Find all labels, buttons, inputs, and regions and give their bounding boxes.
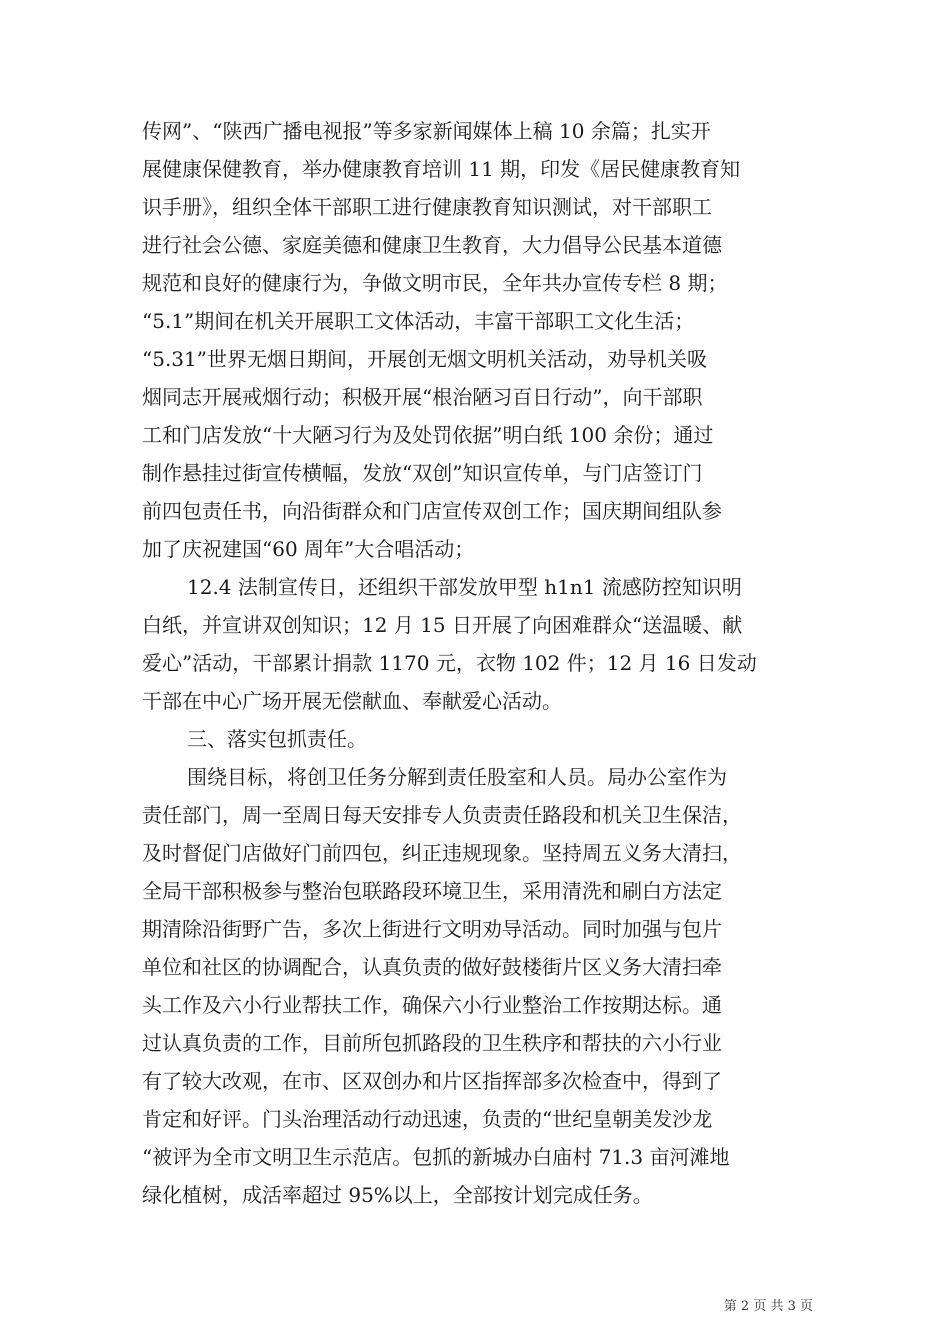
- text-line: 过认真负责的工作，目前所包抓路段的卫生秩序和帮扶的六小行业: [142, 1031, 722, 1055]
- text-line: 12.4 法制宣传日，还组织干部发放甲型 h1n1 流感防控知识明: [187, 575, 742, 599]
- text-line: 肯定和好评。门头治理活动行动迅速，负责的“世纪皇朝美发沙龙: [142, 1107, 713, 1131]
- text-line: 头工作及六小行业帮扶工作，确保六小行业整治工作按期达标。通: [142, 993, 722, 1017]
- text-line: “5.1”期间在机关开展职工文体活动，丰富干部职工文化生活；: [142, 309, 695, 333]
- text-line: 围绕目标，将创卫任务分解到责任股室和人员。局办公室作为: [187, 765, 727, 789]
- text-line: 规范和良好的健康行为，争做文明市民，全年共办宣传专栏 8 期；: [142, 271, 728, 295]
- text-line: 加了庆祝建国“60 周年”大合唱活动；: [142, 537, 475, 561]
- text-line: 期清除沿街野广告，多次上街进行文明劝导活动。同时加强与包片: [142, 917, 722, 941]
- text-line: 及时督促门店做好门前四包，纠正违规现象。坚持周五义务大清扫，: [142, 841, 742, 865]
- text-line: 识手册》，组织全体干部职工进行健康教育知识测试，对干部职工: [142, 195, 712, 219]
- page-number: 第 2 页 共 3 页: [723, 1299, 813, 1314]
- document-body: [142, 112, 814, 1214]
- text-line: 单位和社区的协调配合，认真负责的做好鼓楼街片区义务大清扫牵: [142, 955, 722, 979]
- text-line: 爱心”活动，干部累计捐款 1170 元，衣物 102 件；12 月 16 日发动: [142, 651, 757, 675]
- section-heading: 三、落实包抓责任。: [187, 727, 367, 751]
- text-line: 制作悬挂过街宣传横幅，发放“双创”知识宣传单，与门店签订门: [142, 461, 703, 485]
- paragraph-2: [142, 568, 814, 720]
- text-line: “5.31”世界无烟日期间，开展创无烟文明机关活动，劝导机关吸: [142, 347, 707, 371]
- text-line: 传网”、“陕西广播电视报”等多家新闻媒体上稿 10 余篇；扎实开: [142, 119, 711, 143]
- text-line: 展健康保健教育，举办健康教育培训 11 期，印发《居民健康教育知: [142, 157, 741, 181]
- text-line: 工和门店发放“十大陋习行为及处罚依据”明白纸 100 余份；通过: [142, 423, 714, 447]
- text-line: 绿化植树，成活率超过 95%以上，全部按计划完成任务。: [142, 1183, 653, 1207]
- text-line: 白纸，并宣讲双创知识；12 月 15 日开展了向困难群众“送温暖、献: [142, 613, 743, 637]
- text-line: 进行社会公德、家庭美德和健康卫生教育，大力倡导公民基本道德: [142, 233, 722, 257]
- text-line: 烟同志开展戒烟行动；积极开展“根治陋习百日行动”，向干部职: [142, 385, 703, 409]
- text-line: 前四包责任书，向沿街群众和门店宣传双创工作；国庆期间组队参: [142, 499, 722, 523]
- paragraph-3: [142, 758, 814, 1214]
- text-line: 责任部门，周一至周日每天安排专人负责责任路段和机关卫生保洁，: [142, 803, 742, 827]
- text-line: 干部在中心广场开展无偿献血、奉献爱心活动。: [142, 689, 562, 713]
- text-line: 有了较大改观，在市、区双创办和片区指挥部多次检查中，得到了: [142, 1069, 722, 1093]
- paragraph-1: [142, 112, 814, 568]
- text-line: 全局干部积极参与整治包联路段环境卫生，采用清洗和刷白方法定: [142, 879, 722, 903]
- text-line: “被评为全市文明卫生示范店。包抓的新城办白庙村 71.3 亩河滩地: [142, 1145, 730, 1169]
